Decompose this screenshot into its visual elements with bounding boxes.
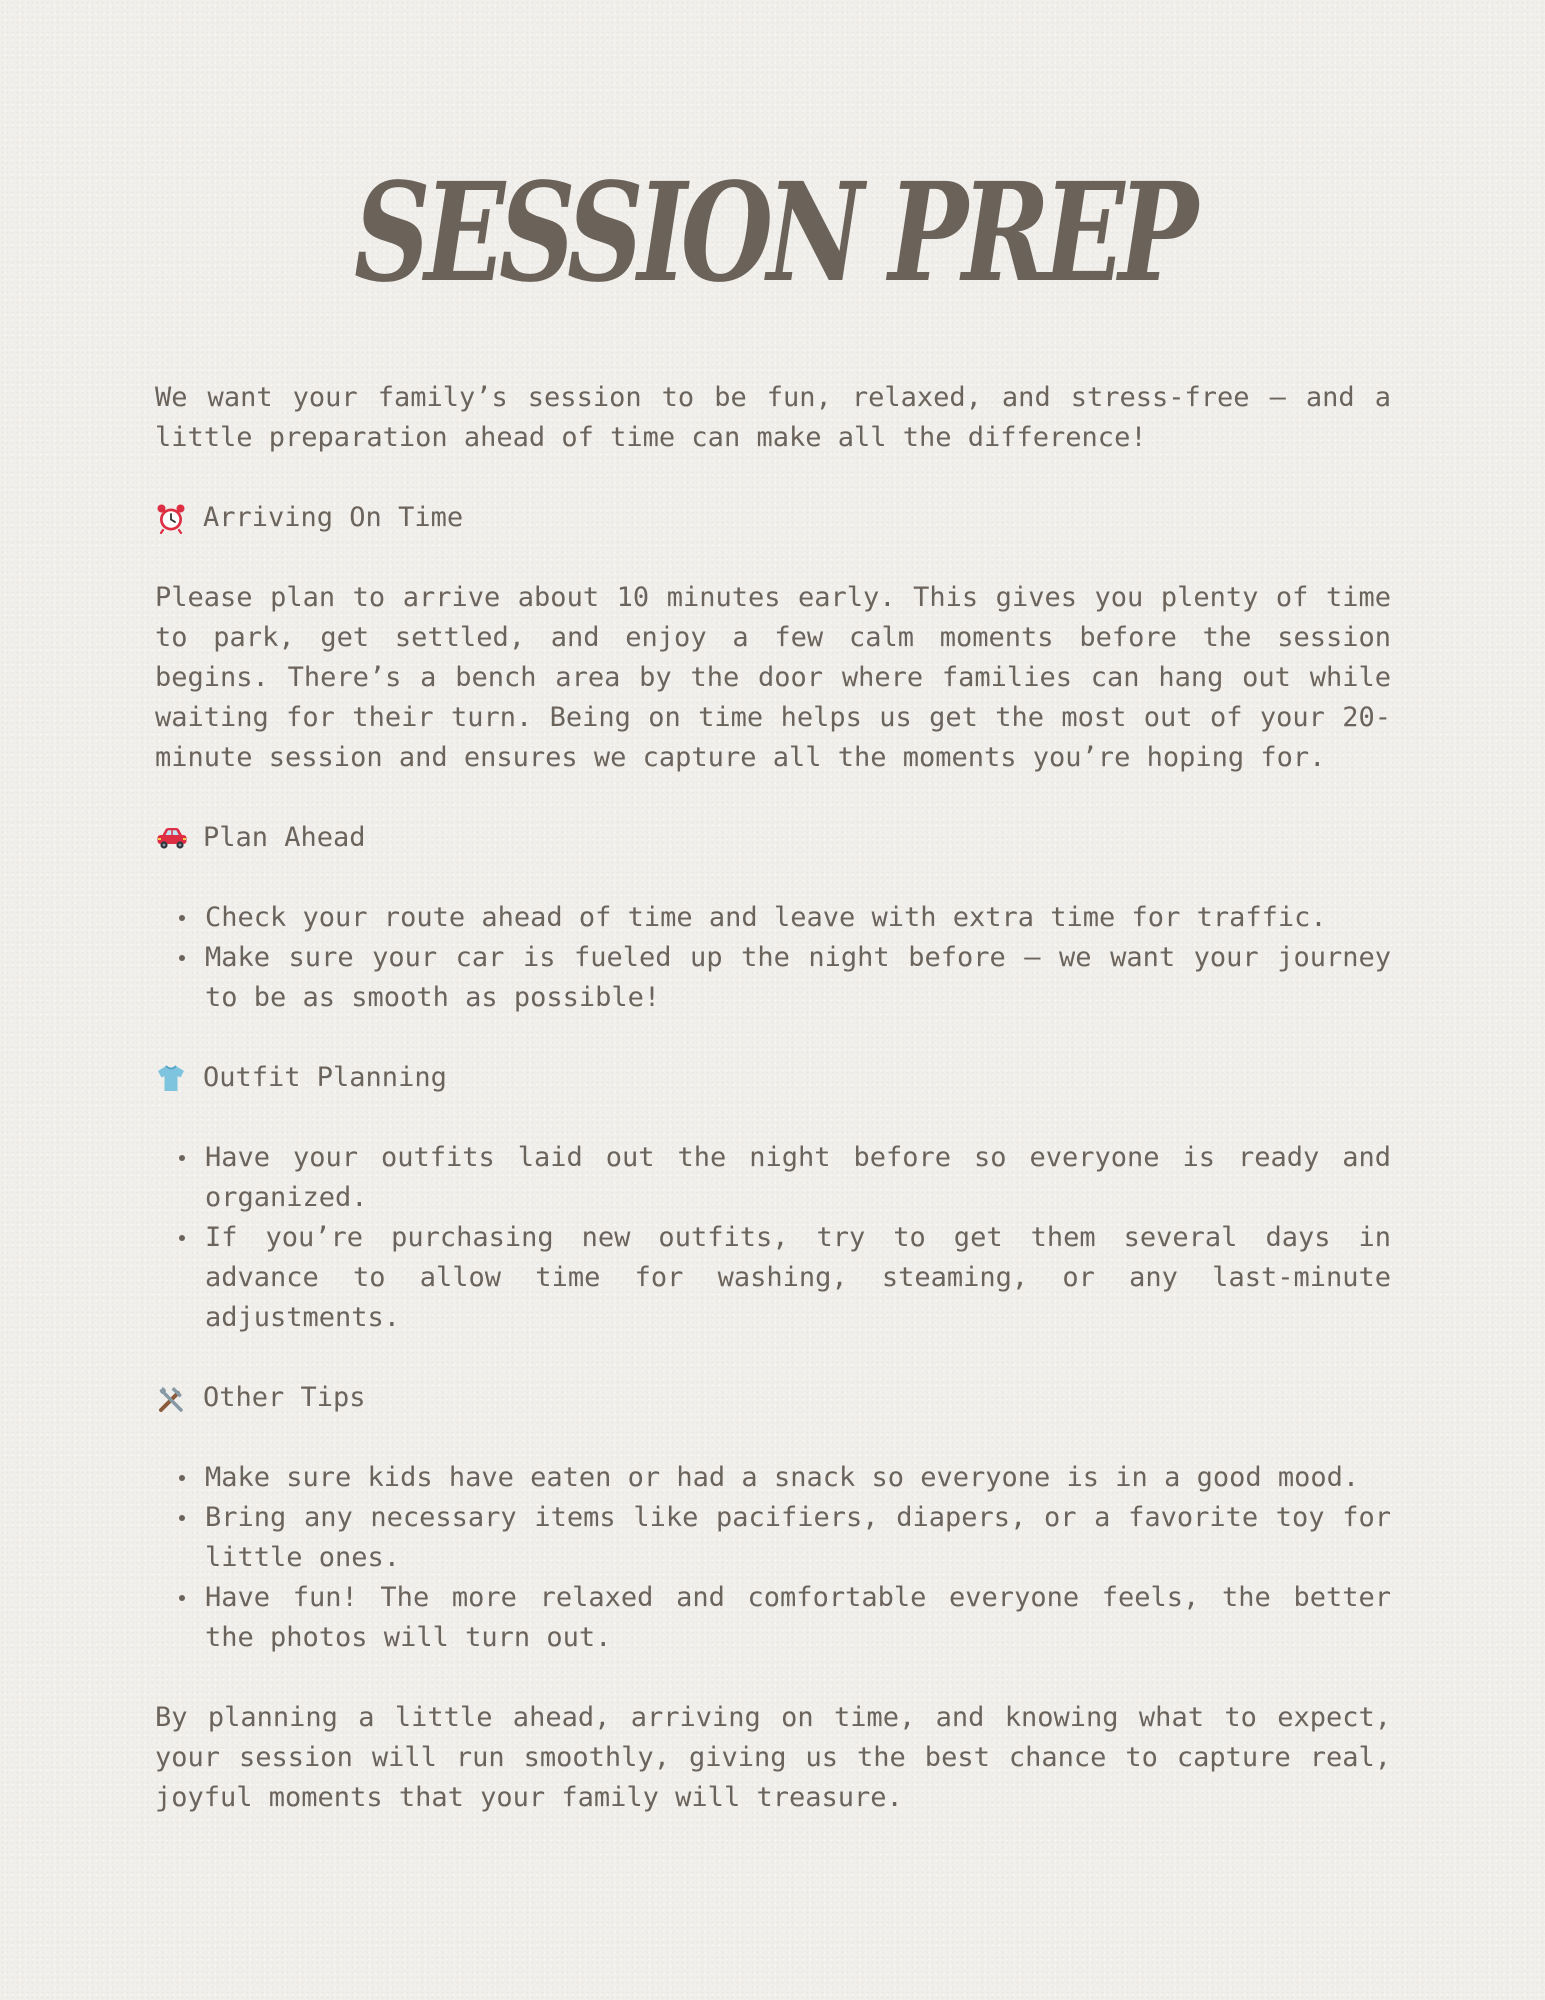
other-tips-list [155, 1458, 1391, 1658]
section-heading-label: Outfit Planning [203, 1062, 447, 1093]
arriving-paragraph: Please plan to arrive about 10 minutes early. This gives you plenty of time to park, get settled, and enjoy a few calm moments before the session begins. There’s a bench area by the door where families can hang out while waiting for their turn. Being on time helps us get the most out of your 20-minute session and ensures we capture all the moments you’re hoping for. [155, 582, 1391, 773]
section-heading-outfit-planning [155, 1058, 1391, 1098]
document-page [155, 0, 1391, 2000]
page-title: SESSION PREP [354, 153, 1192, 313]
plan-ahead-list [155, 898, 1391, 1018]
document-body [155, 378, 1391, 1858]
list-item: Have fun! The more relaxed and comfortable everyone feels, the better the photos will turn out. [205, 1578, 1391, 1658]
list-item: Bring any necessary items like pacifiers, diapers, or a favorite toy for little ones. [205, 1498, 1391, 1578]
section-heading-other-tips [155, 1378, 1391, 1418]
alarm-clock-icon [155, 502, 189, 534]
car-icon [155, 822, 189, 854]
intro-paragraph: We want your family’s session to be fun, relaxed, and stress-free — and a little preparation ahead of time can make all the difference! [155, 382, 1391, 453]
section-heading-label: Arriving On Time [203, 502, 464, 533]
outfit-planning-list [155, 1138, 1391, 1338]
section-heading-plan-ahead [155, 818, 1391, 858]
section-heading-label: Other Tips [203, 1382, 366, 1413]
list-item: Check your route ahead of time and leave with extra time for traffic. [205, 898, 1391, 938]
tshirt-icon [155, 1062, 189, 1094]
list-item: Have your outfits laid out the night before so everyone is ready and organized. [205, 1138, 1391, 1218]
section-heading-arriving [155, 498, 1391, 538]
list-item: Make sure your car is fueled up the night before — we want your journey to be as smooth as possible! [205, 938, 1391, 1018]
hammer-wrench-icon [155, 1382, 189, 1414]
list-item: If you’re purchasing new outfits, try to get them several days in advance to allow time for washing, steaming, or any last-minute adjustments. [205, 1218, 1391, 1338]
closing-paragraph: By planning a little ahead, arriving on time, and knowing what to expect, your session will run smoothly, giving us the best chance to capture real, joyful moments that your family will treasure. [155, 1702, 1391, 1813]
list-item: Make sure kids have eaten or had a snack so everyone is in a good mood. [205, 1458, 1391, 1498]
section-heading-label: Plan Ahead [203, 822, 366, 853]
